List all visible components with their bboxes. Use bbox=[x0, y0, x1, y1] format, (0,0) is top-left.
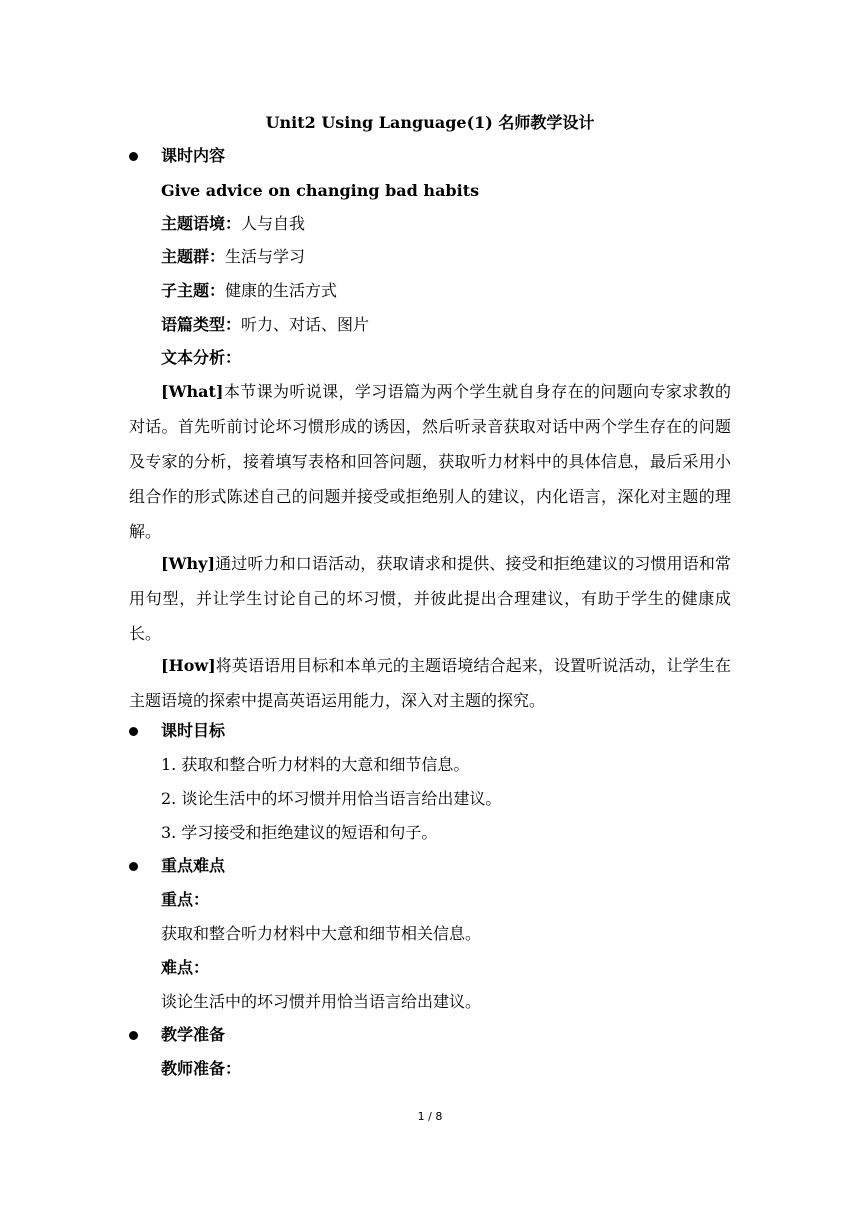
page-number: 1 / 8 bbox=[417, 1110, 443, 1123]
bullet-icon bbox=[129, 727, 138, 736]
objective-item-2: 2. 谈论生活中的坏习惯并用恰当语言给出建议。 bbox=[161, 789, 502, 808]
field-label: 子主题： bbox=[161, 281, 226, 300]
teacher-prep-label: 教师准备： bbox=[161, 1059, 242, 1078]
paragraph-text: 通过听力和口语活动，获取请求和提供、接受和拒绝建议的习惯用语和常用句型，并让学生讨论自己的坏习惯，并彼此提出合理建议，有助于学生的健康成长。 bbox=[129, 554, 731, 643]
difficult-points-text: 谈论生活中的坏习惯并用恰当语言给出建议。 bbox=[161, 992, 482, 1011]
section-heading-teaching-prep: 教学准备 bbox=[161, 1025, 226, 1044]
section-heading-key-difficult: 重点难点 bbox=[161, 856, 226, 875]
paragraph-what bbox=[129, 374, 731, 549]
field-sub-theme bbox=[161, 280, 337, 302]
field-label: 语篇类型： bbox=[161, 315, 242, 334]
field-label: 主题群： bbox=[161, 247, 226, 266]
document-title: Unit2 Using Language(1) 名师教学设计 bbox=[265, 113, 595, 132]
field-value: 听力、对话、图片 bbox=[241, 315, 370, 334]
bullet-icon bbox=[129, 1031, 138, 1040]
paragraph-tag: [How] bbox=[161, 656, 216, 675]
paragraph-tag: [What] bbox=[161, 382, 224, 401]
paragraph-text: 将英语语用目标和本单元的主题语境结合起来，设置听说活动，让学生在主题语境的探索中提高英语运用能力，深入对主题的探究。 bbox=[129, 656, 731, 710]
paragraph-how bbox=[129, 648, 731, 718]
paragraph-text: 本节课为听说课，学习语篇为两个学生就自身存在的问题向专家求教的对话。首先听前讨论坏习惯形成的诱因，然后听录音获取对话中两个学生存在的问题及专家的分析，接着填写表格和回答问题，获取听力材料中的具体信息，最后采用小组合作的形式陈述自己的问题并接受或拒绝别人的建议，内化语言，深化对主题的理解。 bbox=[129, 382, 731, 541]
bullet-icon bbox=[129, 862, 138, 871]
paragraph-tag: [Why] bbox=[161, 554, 216, 573]
key-points-label: 重点： bbox=[161, 890, 210, 909]
difficult-points-label: 难点： bbox=[161, 958, 210, 977]
field-text-type bbox=[161, 314, 369, 336]
field-label: 主题语境： bbox=[161, 214, 242, 233]
lesson-subtitle: Give advice on changing bad habits bbox=[161, 181, 480, 200]
key-points-text: 获取和整合听力材料中大意和细节相关信息。 bbox=[161, 924, 482, 943]
objective-item-1: 1. 获取和整合听力材料的大意和细节信息。 bbox=[161, 755, 470, 774]
field-value: 健康的生活方式 bbox=[225, 281, 338, 300]
section-heading-lesson-objectives: 课时目标 bbox=[161, 721, 226, 740]
field-value: 生活与学习 bbox=[225, 247, 306, 266]
field-theme-group bbox=[161, 246, 305, 268]
field-theme-context bbox=[161, 213, 305, 235]
text-analysis-label: 文本分析： bbox=[161, 348, 242, 367]
section-heading-lesson-content: 课时内容 bbox=[161, 146, 226, 165]
paragraph-why bbox=[129, 546, 731, 651]
bullet-icon bbox=[129, 152, 138, 161]
field-value: 人与自我 bbox=[241, 214, 306, 233]
objective-item-3: 3. 学习接受和拒绝建议的短语和句子。 bbox=[161, 823, 438, 842]
